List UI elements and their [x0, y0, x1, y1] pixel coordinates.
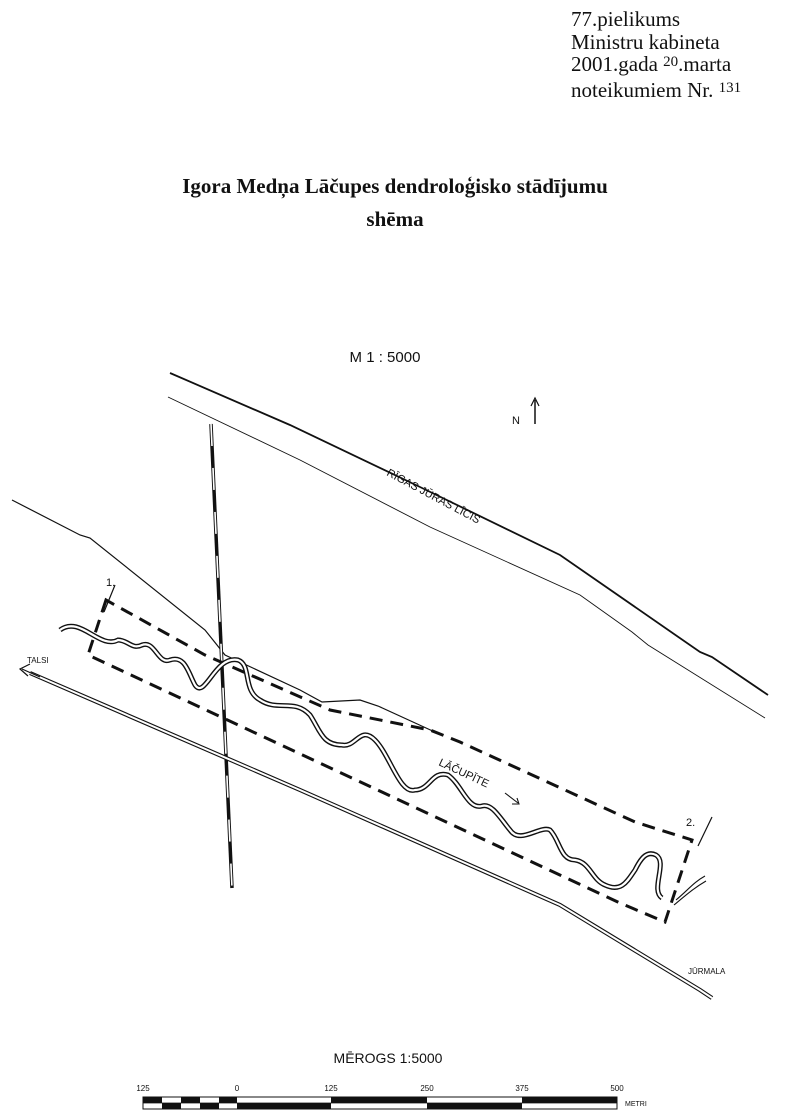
- scale-tick-label: 0: [234, 1084, 240, 1093]
- coastline-outer: [170, 373, 768, 695]
- road-talsi-jurmala-inner: [30, 673, 712, 998]
- north-label: N: [512, 415, 520, 427]
- scale-tick-label: 500: [610, 1084, 624, 1093]
- annex-rule-number: 131: [718, 79, 742, 96]
- point-2-label: 2.: [686, 817, 696, 829]
- scale-tick-label: 125: [136, 1084, 150, 1093]
- river-outflow-bank: [674, 881, 706, 905]
- point-2-marker: [698, 817, 712, 846]
- annex-rule-prefix: noteikumiem Nr.: [571, 77, 714, 102]
- title-line-2: shēma: [366, 207, 424, 231]
- annex-line-1: 77.pielikums: [571, 7, 681, 31]
- annex-month: .marta: [678, 52, 732, 76]
- map-scale-label: M 1 : 5000: [349, 349, 421, 366]
- road-talsi-jurmala: [30, 673, 712, 998]
- river-lacupite: [60, 626, 662, 898]
- north-arrow-icon: [531, 398, 539, 424]
- scale-tick-label: 250: [420, 1084, 434, 1093]
- railway-line: [211, 424, 232, 888]
- annex-line-2: Ministru kabineta: [571, 29, 720, 54]
- road-west-label: TALSI: [27, 656, 49, 665]
- annex-year: 2001.gada: [571, 52, 658, 76]
- scale-tick-label: 125: [324, 1084, 338, 1093]
- scale-bar-title: MĒROGS 1:5000: [333, 1050, 443, 1066]
- river-label: LĀČUPĪTE: [436, 756, 491, 791]
- scale-tick-label: 375: [515, 1084, 529, 1093]
- scale-bar-unit: METRI: [625, 1101, 647, 1108]
- scale-bar: [136, 1084, 624, 1109]
- annex-day: 20: [663, 54, 679, 70]
- road-east-label: JŪRMALA: [688, 967, 726, 976]
- coast-label: RĪGAS JŪRAS LĪCIS: [384, 467, 482, 527]
- title-line-1: Igora Medņa Lāčupes dendroloģisko stādījumu: [182, 174, 608, 198]
- point-1-label: 1.: [106, 577, 116, 589]
- flow-arrow-icon: [505, 793, 519, 804]
